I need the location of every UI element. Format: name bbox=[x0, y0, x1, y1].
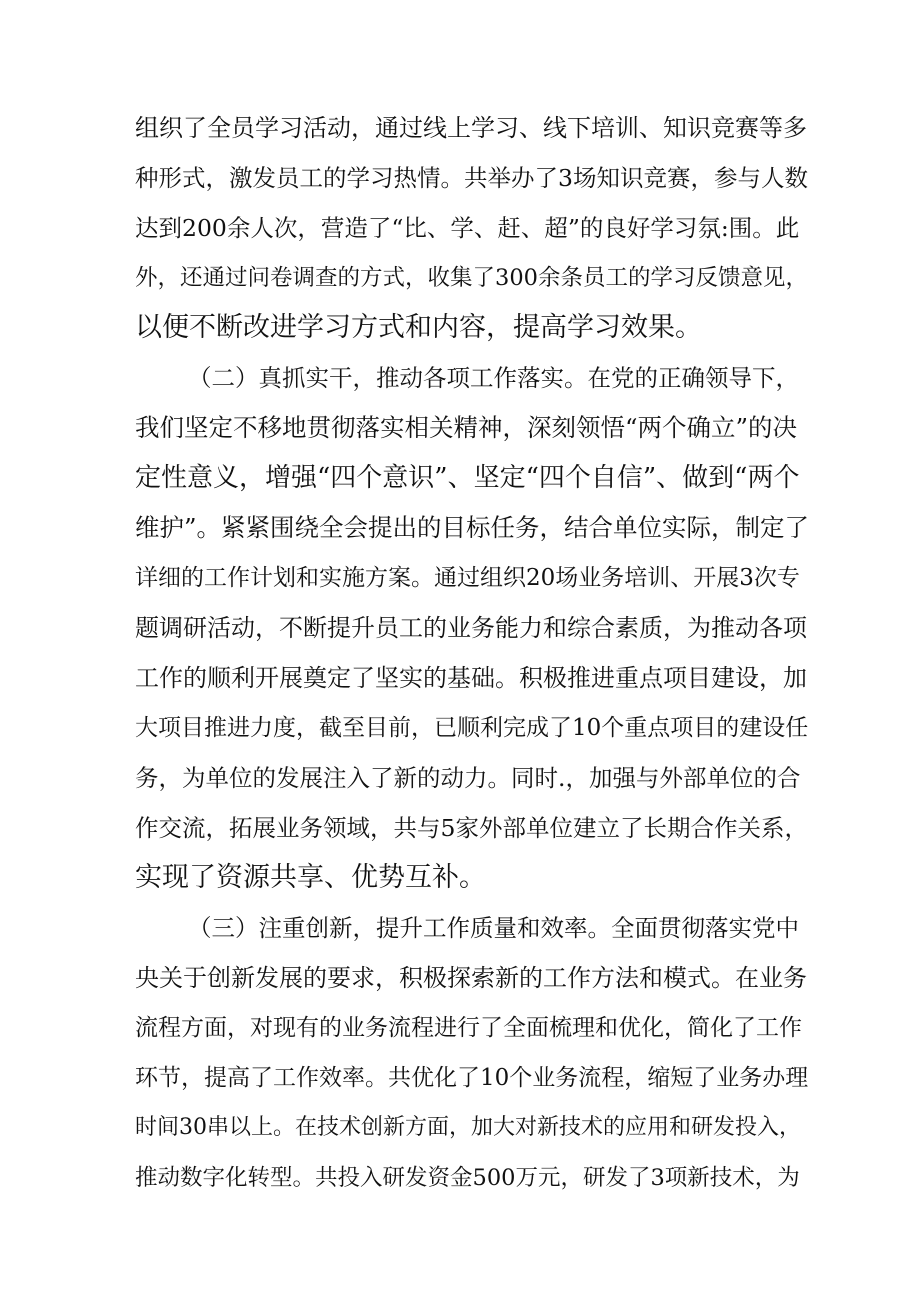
text-line: 环节，提高了工作效率。共优化了10个业务流程，缩短了业务办理 bbox=[135, 1065, 809, 1091]
text-line: 详细的工作计划和实施方案。通过组织20场业务培训、开展3次专 bbox=[135, 565, 800, 591]
text-line: 种形式，激发员工的学习热情。共举办了3场知识竞赛，参与人数 bbox=[135, 164, 808, 192]
text-line: 外，还通过问卷调查的方式，收集了300余条员工的学习反馈意见， bbox=[135, 265, 808, 291]
text-line: 达到200余人次，营造了“比、学、赶、超”的良好学习氛:围。此 bbox=[135, 214, 800, 242]
text-line: 务，为单位的发展注入了新的动力。同时.，加强与外部单位的合 bbox=[135, 764, 801, 792]
text-line: 组织了全员学习活动，通过线上学习、线下培训、知识竞赛等多 bbox=[135, 114, 807, 142]
text-line: 作交流，拓展业务领域，共与5家外部单位建立了长期合作关系， bbox=[135, 814, 808, 842]
text-line: 央关于创新发展的要求，积极探索新的工作方法和模式。在业务 bbox=[135, 964, 807, 992]
text-line: 推动数字化转型。共投入研发资金500万元，研发了3项新技术，为 bbox=[135, 1165, 800, 1191]
text-line: 定性意义，增强“四个意识”、坚定“四个自信”、做到“两个 bbox=[135, 463, 800, 493]
text-line: 时间30串以上。在技术创新方面，加大对新技术的应用和研发投入， bbox=[135, 1115, 801, 1140]
paragraph-heading-line: （三）注重创新，提升工作质量和效率。全面贯彻落实党中 bbox=[188, 914, 799, 942]
text-line: 题调研活动，不断提升员工的业务能力和综合素质，为推动各项 bbox=[135, 614, 807, 642]
text-line: 以便不断改进学习方式和内容，提高学习效果。 bbox=[135, 312, 702, 343]
paragraph-heading-line: （二）真抓实干，推动各项工作落实。在党的正确领导下， bbox=[188, 364, 799, 392]
text-line: 维护”。紧紧围绕全会提出的目标任务，结合单位实际，制定了 bbox=[135, 513, 810, 542]
text-line: 流程方面，对现有的业务流程进行了全面梳理和优化，简化了工作 bbox=[135, 1015, 802, 1041]
text-line: 工作的顺利开展奠定了坚实的基础。积极推进重点项目建设，加 bbox=[135, 664, 807, 692]
text-line: 实现了资源共享、优势互补。 bbox=[135, 862, 486, 893]
text-line: 大项目推进力度，截至目前，已顺利完成了10个重点项目的建设任 bbox=[135, 715, 809, 741]
text-line: 我们坚定不移地贯彻落实相关精神，深刻领悟“两个确立”的决 bbox=[135, 413, 798, 442]
